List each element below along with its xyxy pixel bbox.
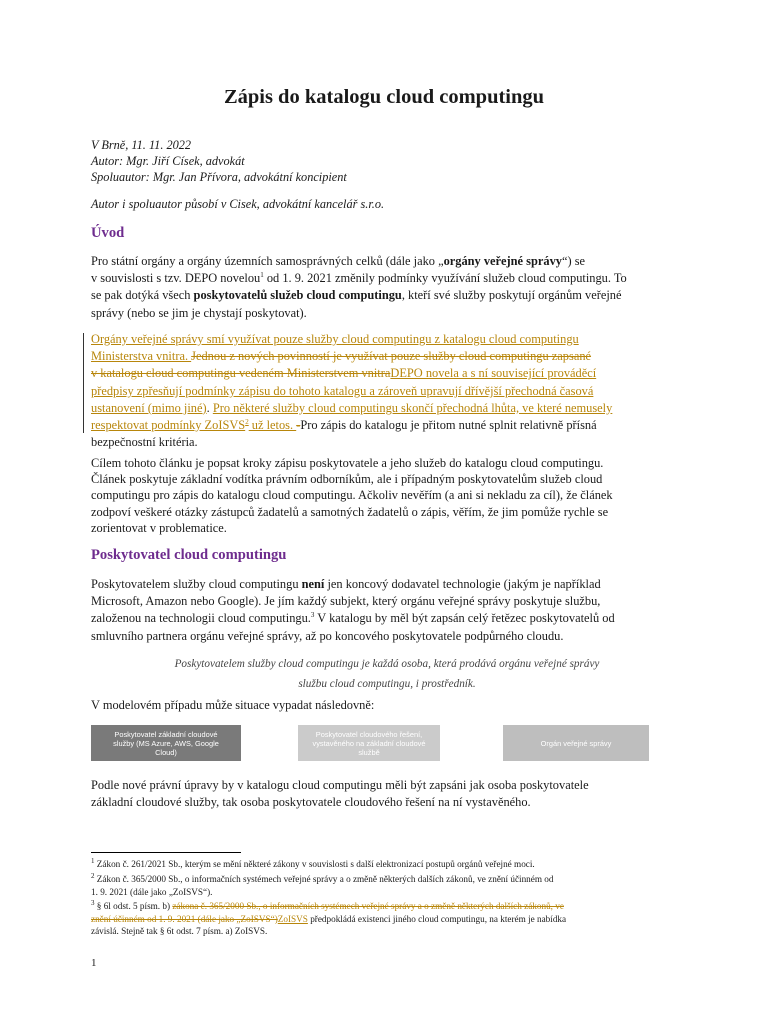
quote-block: Poskytovatelem služby cloud computingu je každá osoba, která prodává orgánu veřejné správy službu cloud computingu, i prostředník. <box>174 658 600 690</box>
coauthor-line: Spoluautor: Mgr. Jan Přívora, advokátní koncipient <box>91 170 347 184</box>
page-number: 1 <box>91 957 97 969</box>
heading-provider: Poskytovatel cloud computingu <box>91 547 287 563</box>
intro-paragraph-1: Pro státní orgány a orgány územních samosprávných celků (dále jako „orgány veřejné správy“) se v souvislosti s tzv. DEPO novelou$^1$ od 1. 9. 2021 změnily podmínky využívání služeb cloud computingu. To se pak dotýká všech poskytovatelů služeb cloud computingu, kteří své služby poskytují orgánům veřejné správy (nebo se jim je chystají poskytovat). <box>91 254 627 320</box>
intro-paragraph-2-tracked: Orgány veřejné správy smí využívat pouze služby cloud computingu z katalogu cloud computingu Ministerstva vnitra. Jednou z nových povinností je využívat pouze služby cloud computingu zapsané v katalogu cloud computingu vedeném Ministerstvem vnitraDEPO novela a s ní související prováděcí předpisy zpřesňují podmínky zápisu do tohoto katalogu a zároveň upravují dřívější přechodná časová ustanovení (mimo jiné). Pro některé služby cloud computingu skončí přechodná lhůta, ve které nemusely respektovat podmínky ZoISVS$^2$ už letos. -Pro zápis do katalogu je přitom nutné splnit relativně přísná bezpečnostní kritéria. <box>91 332 613 450</box>
author-line: Autor: Mgr. Jiří Císek, advokát <box>91 154 245 168</box>
affiliation-line: Autor i spoluautor působí v Cisek, advokátní kancelář s.r.o. <box>91 197 385 211</box>
footnote-separator <box>91 852 241 853</box>
place-date: V Brně, 11. 11. 2022 <box>91 138 192 152</box>
author-block <box>91 137 347 185</box>
box-base-cloud-provider: Poskytovatel základní cloudové služby (MS Azure, AWS, Google Cloud) <box>91 725 241 761</box>
provider-paragraph-2: Podle nové právní úpravy by v katalogu cloud computingu měli být zapsáni jak osoba poskytovatele základní cloudové služby, tak osoba poskytovatele cloudového řešení na ní vystavěného. <box>91 778 589 810</box>
footnote-ref-3[interactable]: 3 <box>310 611 315 620</box>
footnote-ref-2[interactable]: 2 <box>245 417 249 426</box>
footnote-1: $^1$ Zákon č. 261/2021 Sb., kterým se mění některé zákony v souvislosti s další elektronizací postupů orgánů veřejné moci. <box>91 856 535 869</box>
box-cloud-solution-provider: Poskytovatel cloudového řešení, vystavěného na základní cloudové službě <box>298 725 440 761</box>
footnote-3: $^3$ § 6l odst. 5 písm. b) zákona č. 365/2000 Sb., o informačních systémech veřejné správy a o změně některých dalších zákonů, ve znění účinném od 1. 9. 2021 (dále jako „ZoISVS“)ZoISVS předpokládá existenci jiného cloud computingu, na kterém je nabídka závislá. Stejně tak § 6t odst. 7 písm. a) ZoISVS. <box>91 898 567 937</box>
inserted-text: Orgány veřejné správy smí využívat pouze služby cloud computingu z katalogu cloud computingu <box>91 332 579 346</box>
intro-paragraph-3: Cílem tohoto článku je popsat kroky zápisu poskytovatele a jeho služeb do katalogu cloud computingu. Článek poskytuje základní vodítka právním odborníkům, ale i případným poskytovatelům služeb cloud computingu pro zápis do katalogu cloud computingu. Ačkoliv nevěřím (a ani si nekladu za cíl), že článek zodpoví veškeré otázky zástupců žadatelů a samotných žadatelů o zápis, věřím, že jim pomůže rychle se zorientovat v problematice. <box>91 456 613 535</box>
provider-chain-diagram <box>91 725 649 765</box>
footnote-2: $^2$ Zákon č. 365/2000 Sb., o informačních systémech veřejné správy a o změně některých dalších zákonů, ve znění účinném od 1. 9. 2021 (dále jako „ZoISVS“). <box>91 871 554 897</box>
change-bar <box>83 333 84 433</box>
deleted-text: Jednou z nových povinností je využívat pouze služby cloud computingu zapsané <box>191 349 592 364</box>
heading-intro: Úvod <box>91 225 125 241</box>
footnote-ref-1[interactable]: 1 <box>260 271 264 280</box>
document-title: Zápis do katalogu cloud computingu <box>223 86 545 108</box>
provider-paragraph-1: Poskytovatelem služby cloud computingu není jen koncový dodavatel technologie (jakým je například Microsoft, Amazon nebo Google). Je jím každý subjekt, který orgánu veřejné správy poskytuje službu, založenou na technologii cloud computingu.$^3$ V katalogu by měl být zapsán celý řetězec poskytovatelů od smluvního partnera orgánu veřejné správy, až po koncového poskytovatele podpůrného cloudu. <box>91 577 615 643</box>
box-public-authority: Orgán veřejné správy <box>503 725 649 761</box>
model-intro: V modelovém případu může situace vypadat následovně: <box>91 698 375 712</box>
